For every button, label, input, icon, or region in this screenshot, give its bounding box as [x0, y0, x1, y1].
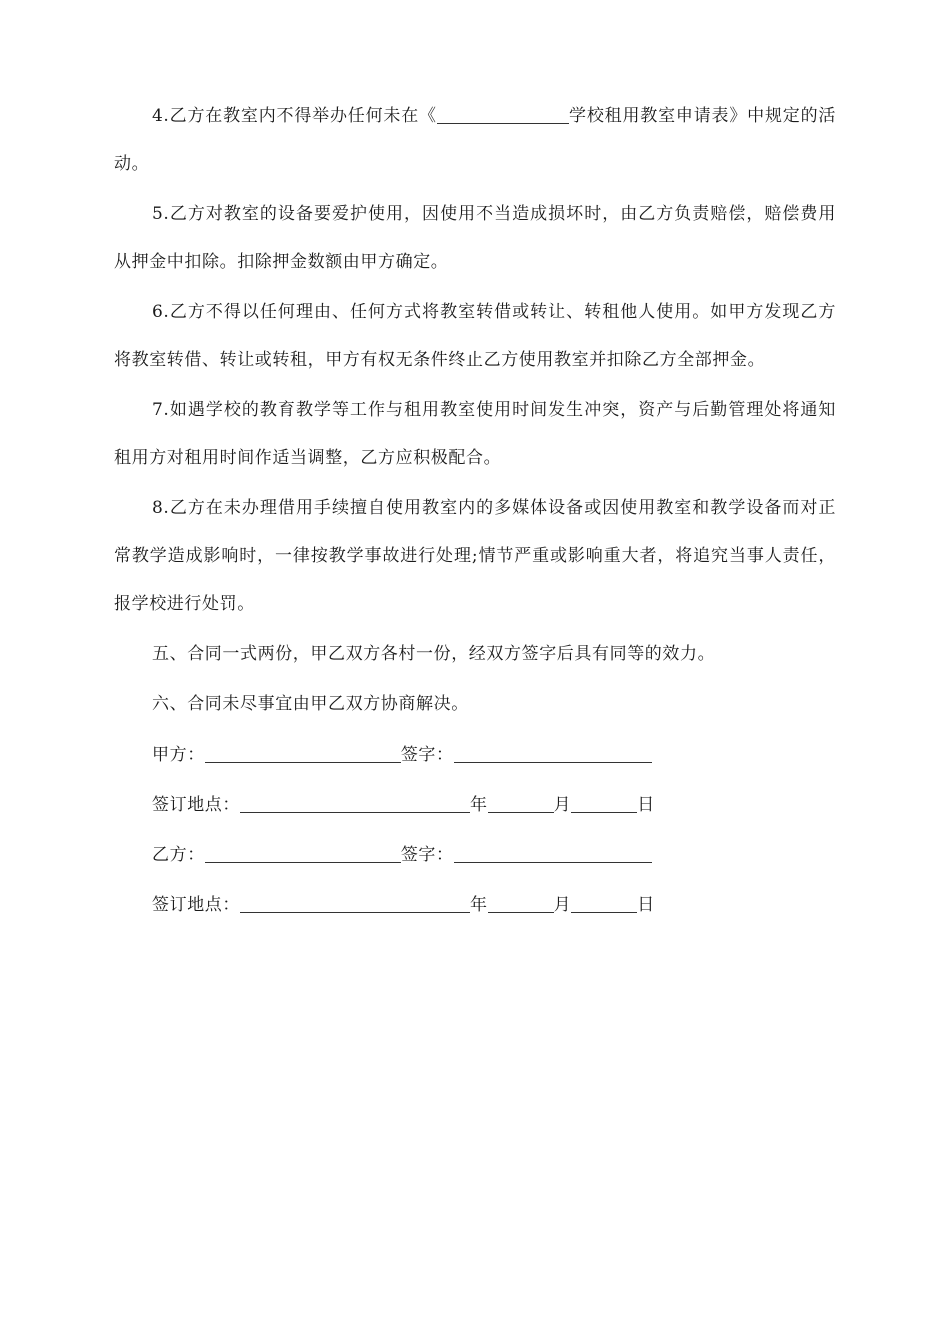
- clause-4: 4.乙方在教室内不得举办任何未在《 学校租用教室申请表》中规定的活动。: [114, 106, 837, 174]
- clause-7: 7.如遇学校的教育教学等工作与租用教室使用时间发生冲突，资产与后勤管理处将通知租用方对租用时间作适当调整，乙方应积极配合。: [114, 400, 836, 468]
- section-six: 六、合同未尽事宜由甲乙双方协商解决。: [152, 694, 469, 714]
- party-b-month-blank: [488, 894, 554, 913]
- signature-block: [114, 730, 836, 930]
- party-a-place-blank: [240, 794, 470, 813]
- party-b-place-blank: [240, 894, 470, 913]
- contract-page: [114, 92, 836, 930]
- party-a-place-row: 签订地点： 年 月 日: [152, 795, 655, 815]
- party-b-day-blank: [571, 894, 637, 913]
- clause-6: 6.乙方不得以任何理由、任何方式将教室转借或转让、转租他人使用。如甲方发现乙方将教室转借、转让或转租，甲方有权无条件终止乙方使用教室并扣除乙方全部押金。: [114, 302, 836, 370]
- section-five: 五、合同一式两份，甲乙双方各村一份，经双方签字后具有同等的效力。: [152, 644, 716, 664]
- clause-5: 5.乙方对教室的设备要爱护使用，因使用不当造成损坏时，由乙方负责赔偿，赔偿费用从押金中扣除。扣除押金数额由甲方确定。: [114, 204, 836, 272]
- party-b-place-row: 签订地点： 年 月 日: [152, 895, 655, 915]
- party-a-sign-blank: [454, 744, 652, 763]
- clause-8: 8.乙方在未办理借用手续擅自使用教室内的多媒体设备或因使用教室和教学设备而对正常教学造成影响时，一律按教学事故进行处理;情节严重或影响重大者，将追究当事人责任，报学校进行处罚。: [114, 498, 836, 614]
- school-name-blank: [437, 105, 569, 124]
- party-a-month-blank: [488, 794, 554, 813]
- party-b-sign-blank: [454, 844, 652, 863]
- party-b-name-blank: [205, 844, 401, 863]
- party-a-row: 甲方： 签字：: [114, 730, 836, 780]
- party-a-name-blank: [205, 744, 401, 763]
- party-a-day-blank: [571, 794, 637, 813]
- party-b-row: 乙方： 签字：: [114, 830, 836, 880]
